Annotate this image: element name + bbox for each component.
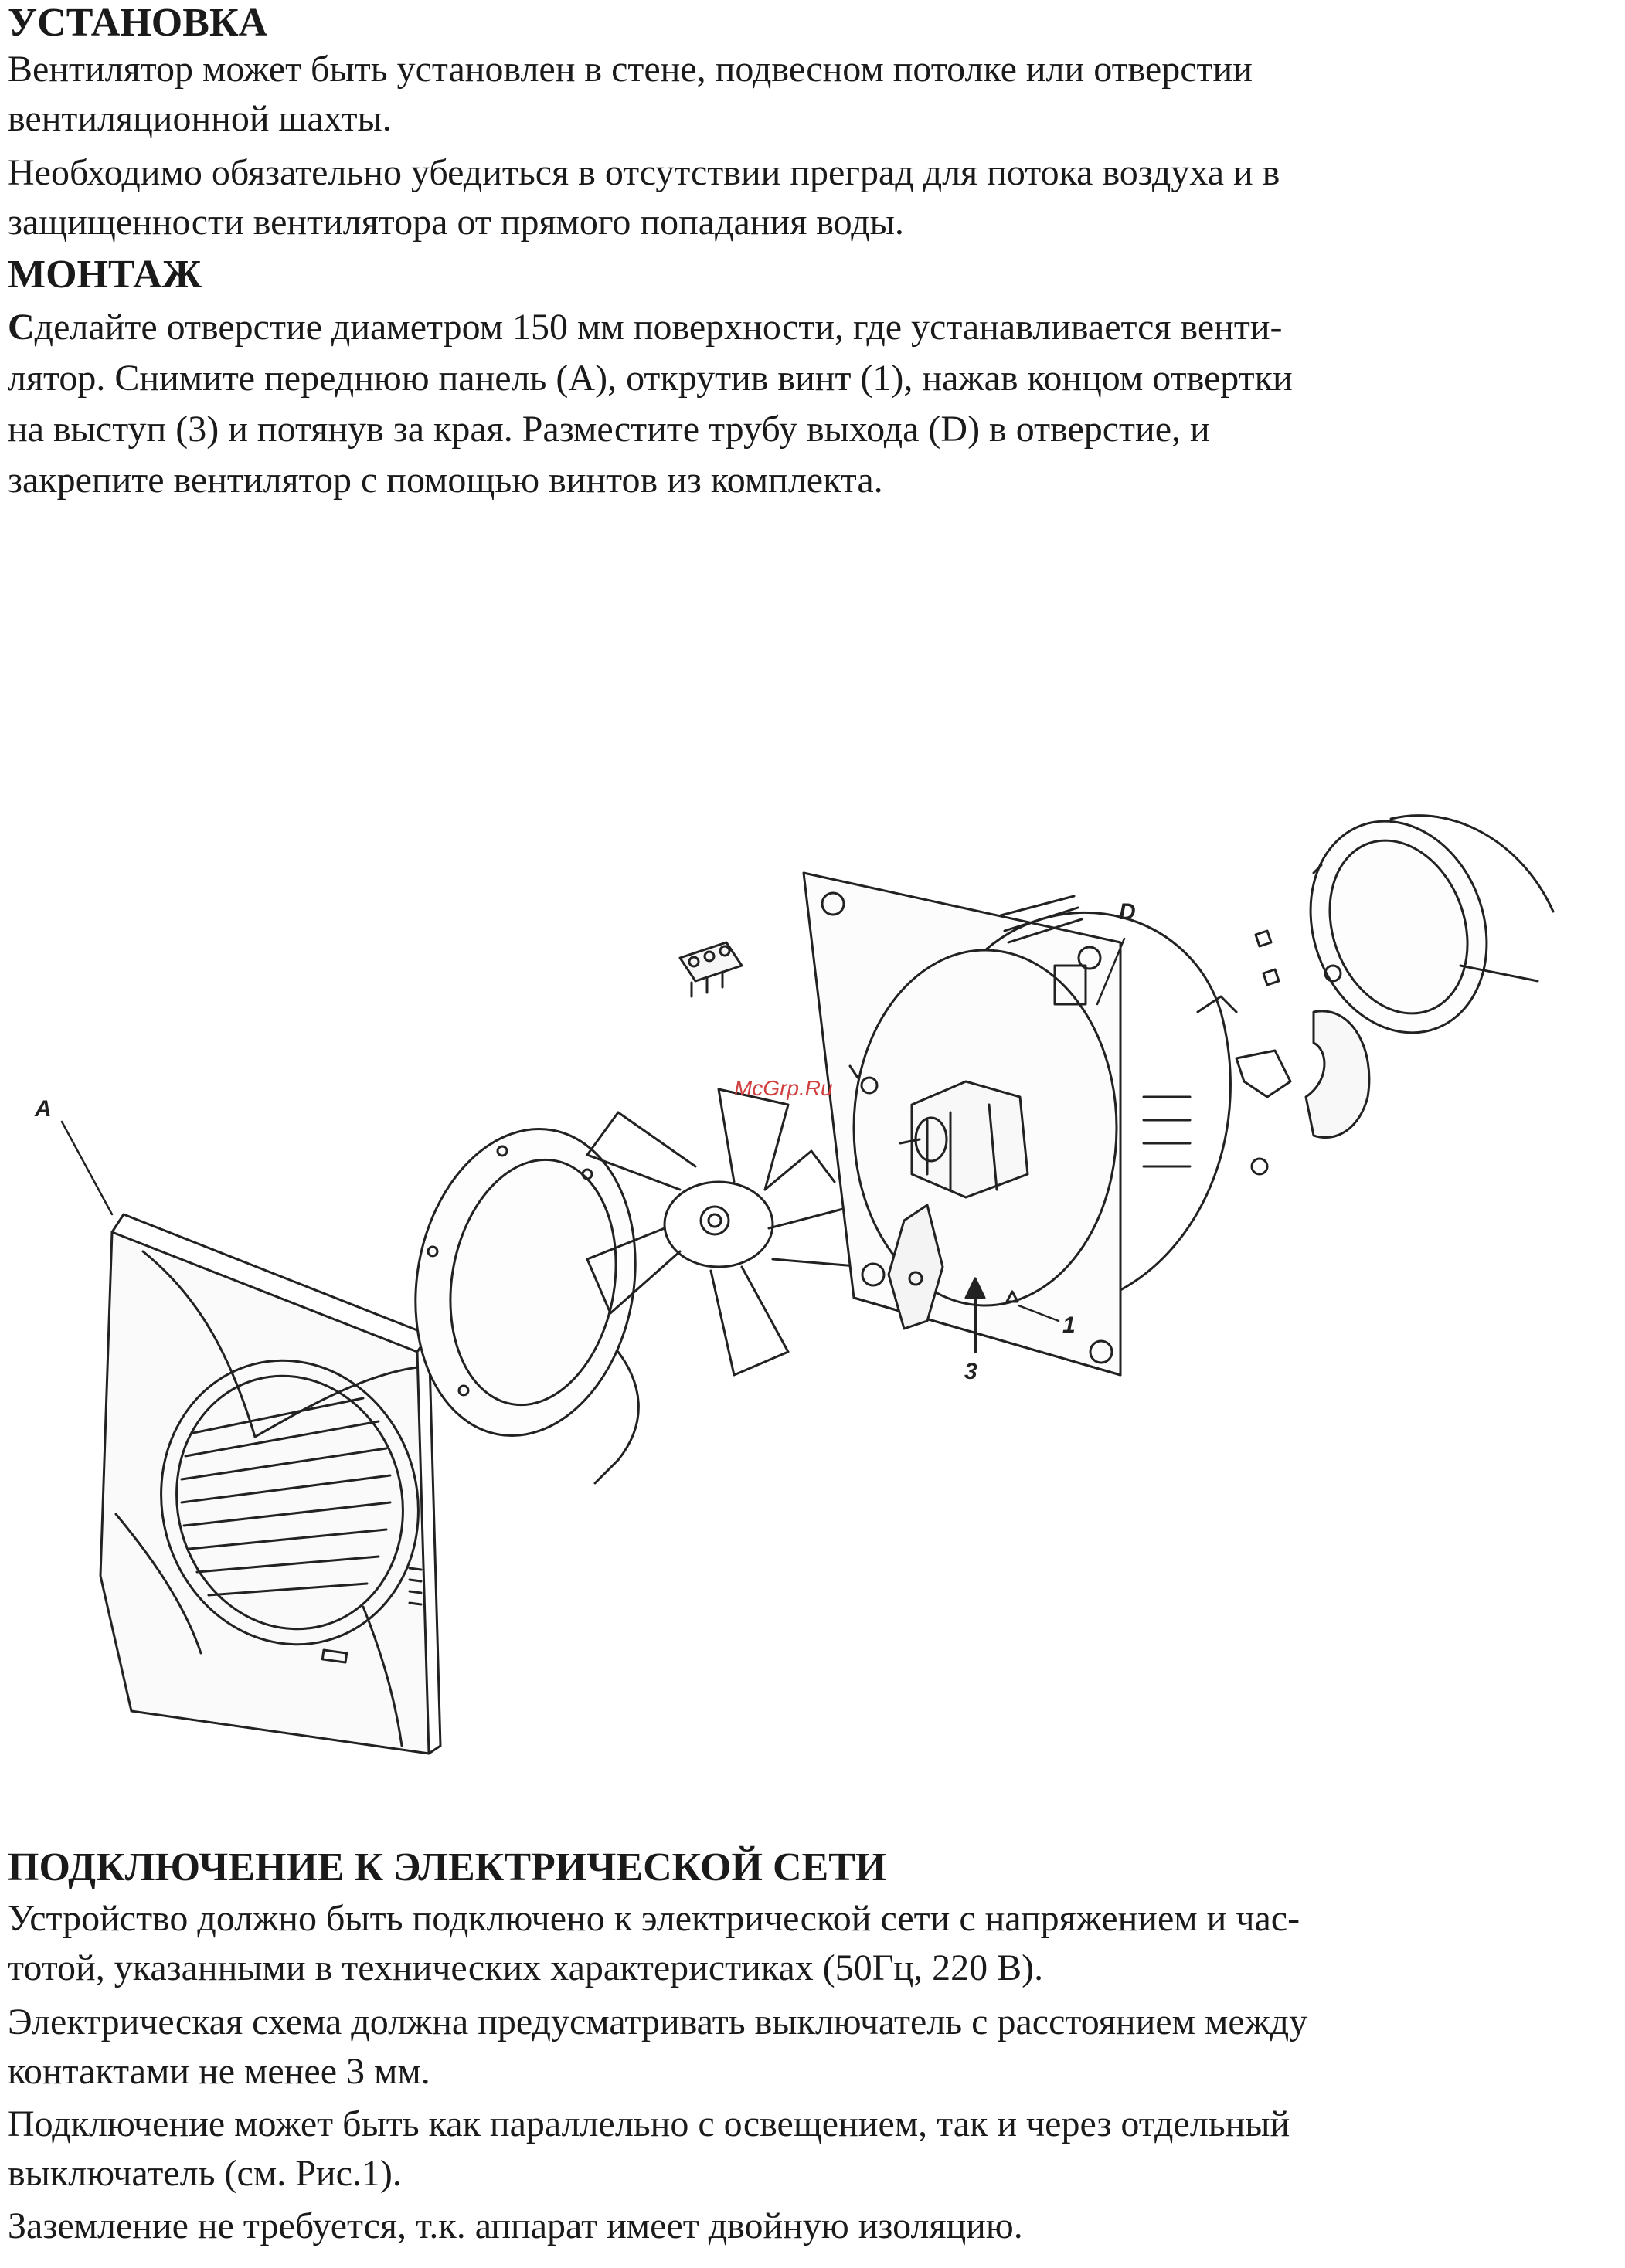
paragraph-mounting-line3: на выступ (3) и потянув за края. Разместите трубу выхода (D) в отверстие, и <box>8 409 1210 450</box>
section-heading-mounting: МОНТАЖ <box>8 253 202 297</box>
label-d: D <box>1119 899 1136 925</box>
paragraph-grounding: Заземление не требуется, т.к. аппарат имеет двойную изоляцию. <box>8 2205 1023 2246</box>
paragraph-switch-line2: контактами не менее 3 мм. <box>8 2051 430 2092</box>
paragraph-requirement-line1: Необходимо обязательно убедиться в отсутствии преград для потока воздуха и в <box>8 152 1280 193</box>
front-panel-a <box>100 1214 450 1754</box>
section-heading-electrical: ПОДКЛЮЧЕНИЕ К ЭЛЕКТРИЧЕСКОЙ СЕТИ <box>8 1845 887 1889</box>
paragraph-mounting-line1: Сделайте отверстие диаметром 150 мм поверхности, где устанавливается венти- <box>8 307 1283 348</box>
terminal-block <box>680 942 742 996</box>
paragraph-requirement-line2: защищенности вентилятора от прямого попадания воды. <box>8 202 904 243</box>
paragraph-installation-line1: Вентилятор может быть установлен в стене, подвесном потолке или отверстии <box>8 49 1253 90</box>
paragraph-mounting-line2: лятор. Снимите переднюю панель (А), открутив винт (1), нажав концом отвертки <box>8 358 1293 399</box>
small-clip <box>1236 1051 1290 1097</box>
drop-letter: С <box>8 307 35 348</box>
exploded-fan-diagram <box>0 510 1625 1808</box>
paragraph-connection-line1: Подключение может быть как параллельно с освещением, так и через отдельный <box>8 2103 1290 2144</box>
paragraph-mounting-line4: закрепите вентилятор с помощью винтов из комплекта. <box>8 460 883 501</box>
shutter-flap <box>1306 1011 1369 1138</box>
leader-line-a <box>62 1122 112 1214</box>
paragraph-connection-line2: выключатель (см. Рис.1). <box>8 2153 402 2194</box>
watermark: McGrp.Ru <box>734 1076 833 1100</box>
label-a: A <box>35 1096 52 1122</box>
label-1: 1 <box>1062 1312 1076 1338</box>
paragraph-installation-line2: вентиляционной шахты. <box>8 98 392 139</box>
label-3: 3 <box>964 1359 977 1384</box>
paragraph-switch-line1: Электрическая схема должна предусматривать выключатель с расстоянием между <box>8 2001 1308 2042</box>
paragraph-electrical-line2: тотой, указанными в технических характеристиках (50Гц, 220 В). <box>8 1947 1044 1988</box>
paragraph-electrical-line1: Устройство должно быть подключено к электрической сети с напряжением и час- <box>8 1898 1300 1939</box>
section-heading-installation: УСТАНОВКА <box>8 1 268 45</box>
